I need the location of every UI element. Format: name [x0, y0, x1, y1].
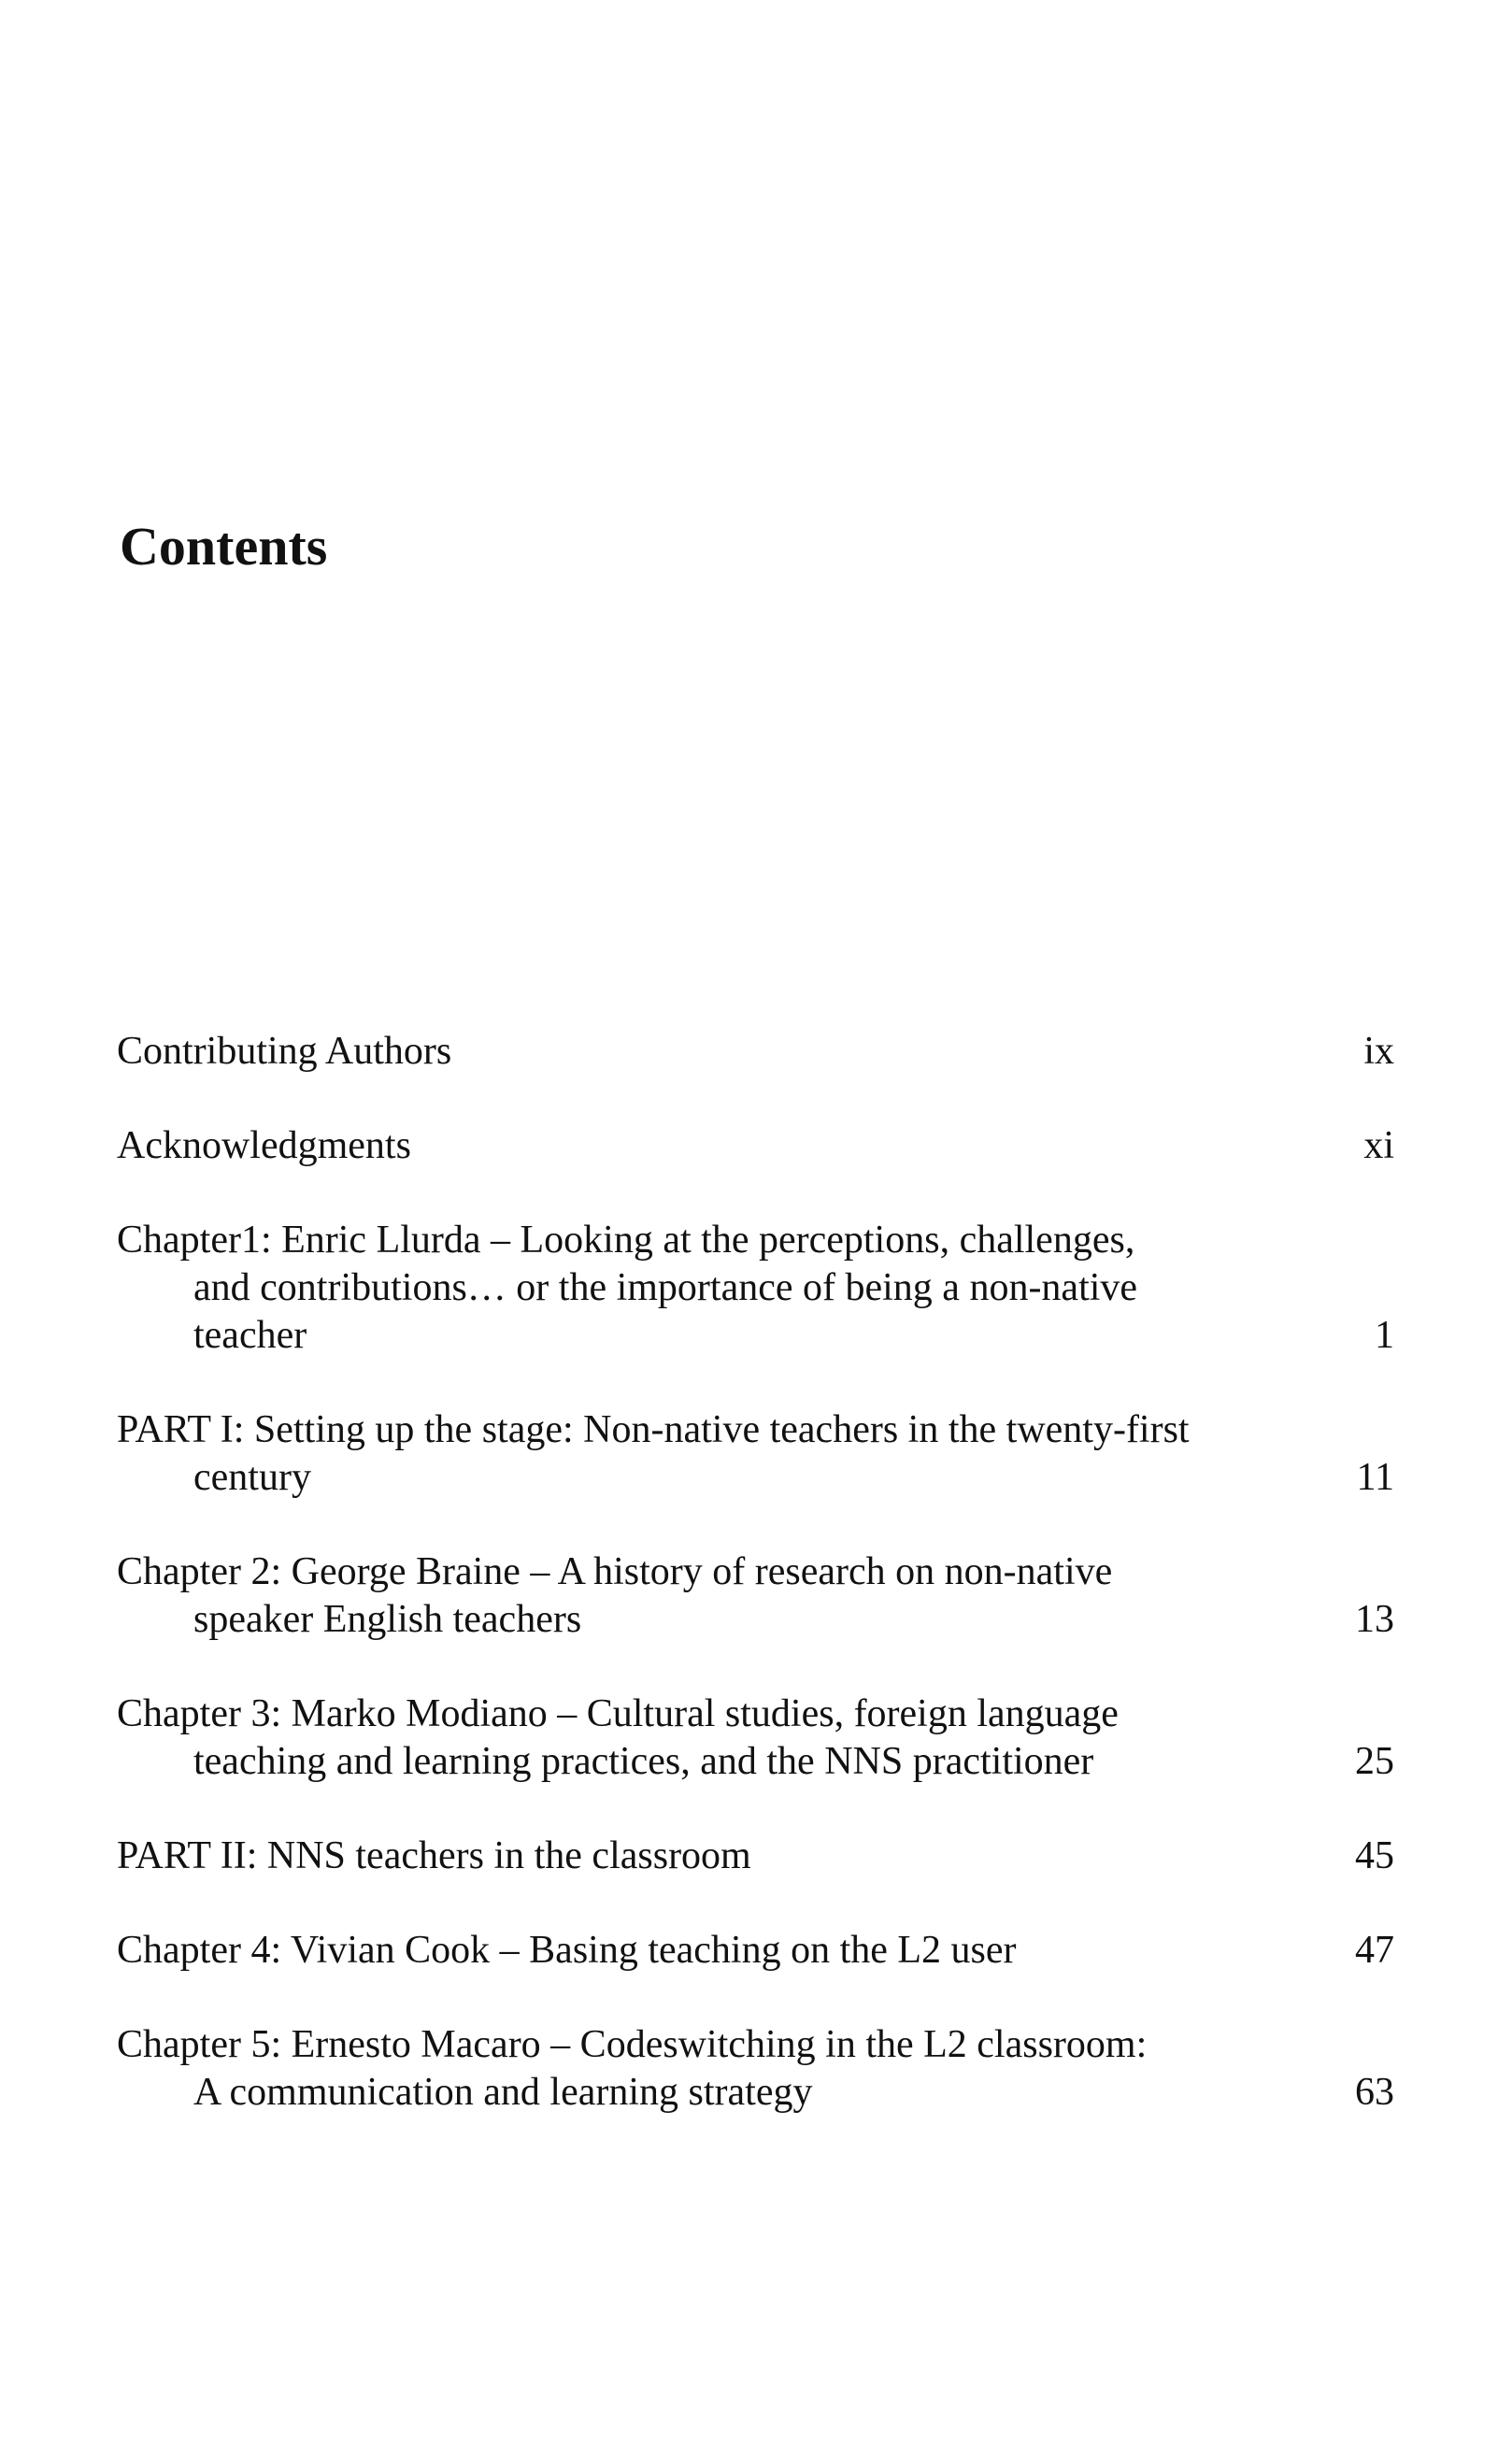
- toc-page-number: 45: [1355, 1834, 1394, 1877]
- toc-entry-line: speaker English teachers: [193, 1598, 582, 1641]
- toc-entry-line: A communication and learning strategy: [193, 2071, 813, 2114]
- toc-page-number: xi: [1363, 1124, 1394, 1167]
- toc-entry-line: and contributions… or the importance of being a non-native: [193, 1266, 1138, 1309]
- toc-entry-title: [117, 1548, 1235, 1644]
- toc-entry-title: [117, 2021, 1235, 2117]
- toc-entry-title: [117, 1690, 1235, 1786]
- toc-entry-title: [117, 1217, 1235, 1360]
- toc-page-number: 1: [1375, 1314, 1394, 1357]
- toc-page-number: 25: [1355, 1740, 1394, 1783]
- page-title: Contents: [120, 516, 328, 577]
- toc-entry-line: century: [193, 1456, 311, 1499]
- table-of-contents: [117, 1028, 1394, 2163]
- toc-entry-line: teaching and learning practices, and the NNS practitioner: [193, 1740, 1094, 1783]
- toc-entry-line: Chapter 5: Ernesto Macaro – Codeswitching in the L2 classroom:: [117, 2023, 1148, 2066]
- toc-entry-chapter-1[interactable]: [117, 1217, 1394, 1360]
- toc-entry-title: [117, 1833, 1235, 1880]
- toc-entry-line: PART II: NNS teachers in the classroom: [117, 1834, 751, 1877]
- toc-entry-line: Chapter 4: Vivian Cook – Basing teaching on the L2 user: [117, 1929, 1017, 1972]
- toc-page-number: 13: [1355, 1598, 1394, 1641]
- toc-entry-title: [117, 1122, 1235, 1170]
- toc-entry-title: [117, 1406, 1235, 1502]
- toc-entry-title: [117, 1028, 1235, 1076]
- toc-entry-line: PART I: Setting up the stage: Non-native teachers in the twenty-first: [117, 1408, 1190, 1451]
- toc-entry-line: Chapter1: Enric Llurda – Looking at the perceptions, challenges,: [117, 1219, 1135, 1262]
- toc-entry-line: Contributing Authors: [117, 1030, 452, 1073]
- toc-entry-contributing-authors[interactable]: [117, 1028, 1394, 1076]
- toc-entry-title: [117, 1927, 1235, 1975]
- toc-page-number: 47: [1355, 1929, 1394, 1972]
- toc-entry-line: Chapter 2: George Braine – A history of research on non-native: [117, 1550, 1113, 1593]
- toc-entry-part-1[interactable]: [117, 1406, 1394, 1502]
- toc-entry-chapter-3[interactable]: [117, 1690, 1394, 1786]
- toc-entry-line: Acknowledgments: [117, 1124, 411, 1167]
- toc-entry-line: Chapter 3: Marko Modiano – Cultural studies, foreign language: [117, 1692, 1119, 1735]
- toc-entry-line: teacher: [193, 1314, 307, 1357]
- toc-entry-chapter-4[interactable]: [117, 1927, 1394, 1975]
- toc-page-number: 11: [1356, 1456, 1394, 1499]
- toc-entry-chapter-5[interactable]: [117, 2021, 1394, 2117]
- toc-page-number: 63: [1355, 2071, 1394, 2114]
- toc-page-number: ix: [1363, 1030, 1394, 1073]
- toc-entry-chapter-2[interactable]: [117, 1548, 1394, 1644]
- toc-entry-part-2[interactable]: [117, 1833, 1394, 1880]
- toc-entry-acknowledgments[interactable]: [117, 1122, 1394, 1170]
